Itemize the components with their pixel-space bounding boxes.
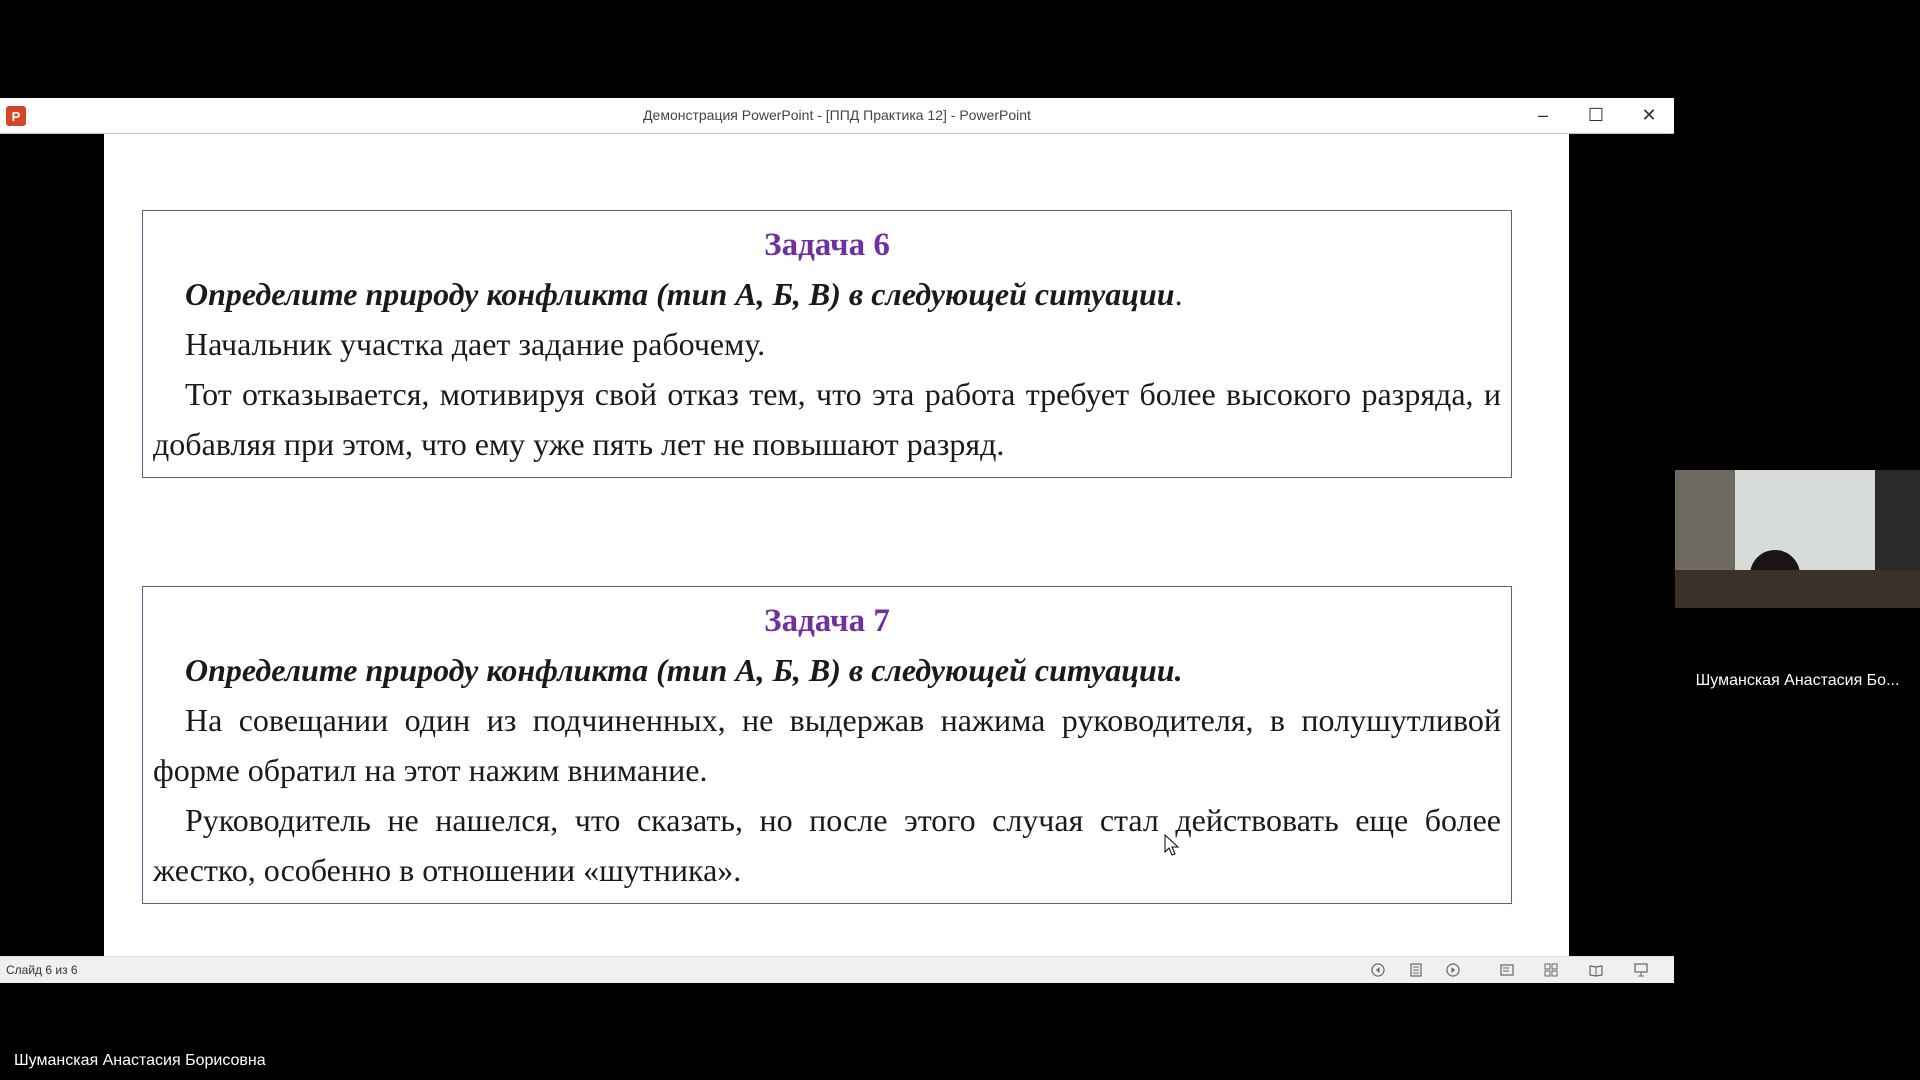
task-7-paragraph-2: Руководитель не нашелся, что сказать, но после этого случая стал действовать еще более жестко, особенно в отношении «шутника». [153, 802, 1501, 888]
participant-tile-name: Шуманская Анастасия Бо... [1695, 672, 1900, 689]
title-bar [0, 98, 1674, 134]
task-6-question-end: . [1174, 276, 1183, 312]
close-button[interactable]: ✕ [1641, 105, 1657, 125]
prev-icon[interactable] [1369, 961, 1387, 979]
task-6-question-text: Определите природу конфликта (тип А, Б, В) в следующей ситуации [185, 276, 1175, 312]
maximize-button[interactable]: ☐ [1587, 105, 1605, 125]
video-board [1875, 470, 1920, 580]
slide-counter: Слайд 6 из 6 [6, 963, 78, 977]
task-7-box [142, 586, 1512, 904]
powerpoint-app-icon[interactable]: P [6, 106, 26, 126]
task-6-question [153, 269, 1501, 319]
task-7-paragraph-1: На совещании один из подчиненных, не выдержав нажима руководителя, в полушутливой форме обратил на этот нажим внимание. [153, 702, 1501, 788]
task-6-title: Задача 6 [764, 227, 890, 263]
presenter-name: Шуманская Анастасия Борисовна [14, 1052, 266, 1069]
task-6-paragraph-2: Тот отказывается, мотивируя свой отказ тем, что эта работа требует более высокого разряда, и добавляя при этом, что ему уже пять лет не повышают разряд. [153, 376, 1501, 462]
powerpoint-window [0, 98, 1674, 982]
next-icon[interactable] [1444, 961, 1462, 979]
slide-area [0, 134, 1674, 956]
task-7-question: Определите природу конфликта (тип А, Б, В) в следующей ситуации. [185, 652, 1183, 688]
task-6-box [142, 210, 1512, 478]
slide-sorter-icon[interactable] [1542, 961, 1560, 979]
normal-view-icon[interactable] [1498, 961, 1516, 979]
task-6-paragraph-1: Начальник участка дает задание рабочему. [185, 326, 766, 362]
reading-view-icon[interactable] [1587, 961, 1605, 979]
notes-icon[interactable] [1407, 961, 1425, 979]
task-7-title: Задача 7 [764, 603, 890, 639]
window-title: Демонстрация PowerPoint - [ППД Практика 12] - PowerPoint [643, 107, 1031, 123]
slide[interactable] [104, 134, 1569, 956]
participant-video-tile[interactable] [1675, 470, 1920, 608]
video-desk [1675, 570, 1920, 608]
minimize-button[interactable]: – [1537, 105, 1548, 125]
status-bar [0, 956, 1674, 983]
slideshow-icon[interactable] [1632, 961, 1650, 979]
